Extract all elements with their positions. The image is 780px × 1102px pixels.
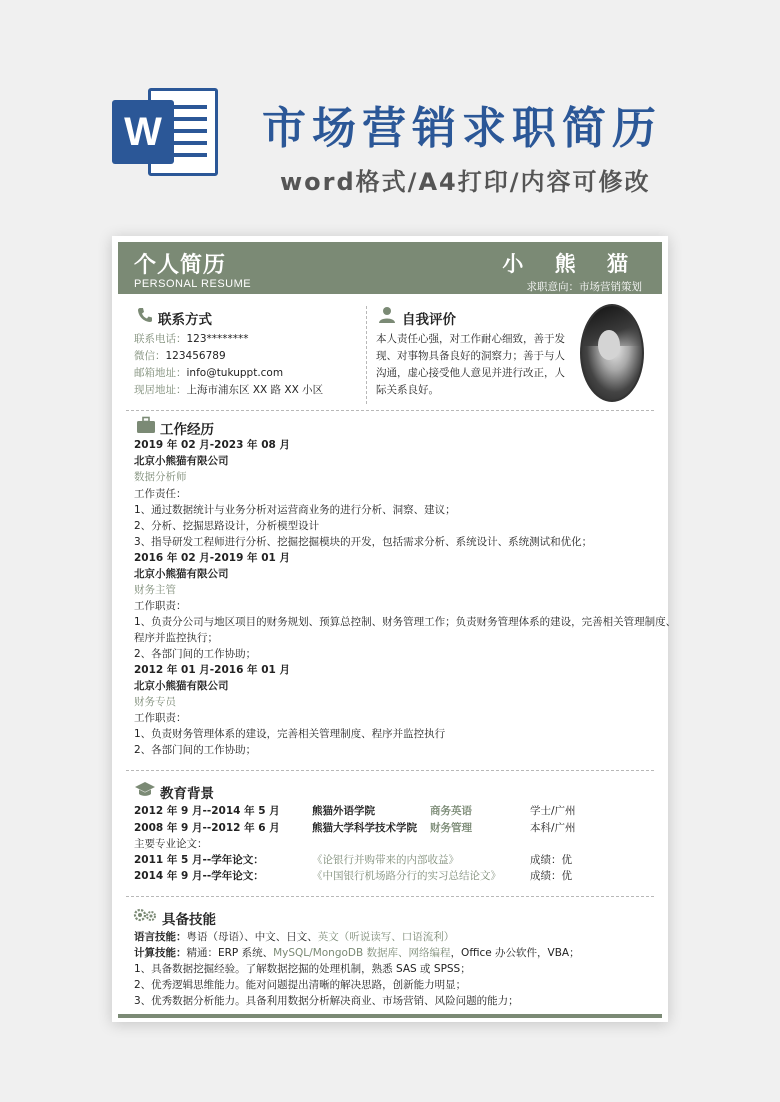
graduation-cap-icon	[134, 780, 156, 798]
contact-title: 联系方式	[158, 312, 212, 328]
resume-banner	[118, 242, 662, 294]
contact-row: 现居地址：上海市浦东区 XX 路 XX 小区	[134, 384, 324, 396]
resume-page	[112, 236, 677, 1022]
job-period: 2016 年 02 月-2019 年 01 月	[134, 552, 290, 564]
candidate-name: 小 熊 猫	[502, 252, 640, 276]
work-title: 工作经历	[160, 422, 214, 438]
thesis-title: 主要专业论文：	[134, 838, 208, 850]
word-letter: W	[112, 100, 174, 164]
thesis-name: 《论银行并购带来的内部收益》	[312, 854, 459, 866]
job-duty-title: 工作职责：	[134, 600, 187, 612]
edu-degree: 本科/广州	[530, 822, 576, 834]
edu-major: 商务英语	[430, 805, 472, 817]
edu-period: 2012 年 9 月--2014 年 5 月	[134, 805, 280, 817]
skills-title: 具备技能	[162, 912, 216, 928]
computer-skill: 计算技能：精通：ERP 系统、MySQL/MongoDB 数据库、网络编程，Office 办公软件，VBA；	[134, 947, 580, 959]
job-duty: 程序并监控执行；	[134, 632, 218, 644]
word-logo-icon	[112, 82, 222, 182]
self-eval-line: 现、对事物具备良好的洞察力；善于与人	[376, 350, 565, 362]
job-company: 北京小熊猫有限公司	[134, 455, 229, 467]
job-duty-title: 工作责任：	[134, 488, 187, 500]
job-company: 北京小熊猫有限公司	[134, 680, 229, 692]
skill-item: 3、优秀数据分析能力。具备利用数据分析解决商业、市场营销、风险问题的能力；	[134, 995, 519, 1007]
self-eval-title: 自我评价	[402, 312, 456, 328]
edu-school: 熊猫大学科学技术学院	[312, 822, 417, 834]
self-eval-line: 际关系良好。	[376, 384, 439, 396]
contact-row: 联系电话：123********	[134, 333, 249, 345]
job-duty: 2、分析、挖掘思路设计，分析模型设计	[134, 520, 320, 532]
job-position: 财务专员	[134, 696, 176, 708]
person-icon	[378, 306, 396, 324]
self-eval-line: 沟通，虚心接受他人意见并进行改正，人	[376, 367, 565, 379]
section-divider	[126, 410, 654, 411]
job-duty: 1、负责分公司与地区项目的财务规划、预算总控制、财务管理工作；负责财务管理体系的建设，完善相关管理制度、	[134, 616, 677, 628]
skill-item: 2、优秀逻辑思维能力。能对问题提出清晰的解决思路，创新能力明显；	[134, 979, 467, 991]
section-divider	[126, 896, 654, 897]
job-company: 北京小熊猫有限公司	[134, 568, 229, 580]
gears-icon	[132, 906, 158, 924]
thesis-period: 2011 年 5 月--学年论文：	[134, 854, 264, 866]
self-eval-line: 本人责任心强，对工作耐心细致，善于发	[376, 333, 565, 345]
job-duty: 3、指导研发工程师进行分析、挖掘挖掘模块的开发，包括需求分析、系统设计、系统测试和优化；	[134, 536, 593, 548]
contact-row: 邮箱地址：info@tukuppt.com	[134, 367, 284, 379]
education-title: 教育背景	[160, 786, 214, 802]
resume-title: 个人简历	[134, 253, 227, 278]
edu-period: 2008 年 9 月--2012 年 6 月	[134, 822, 280, 834]
language-skill: 语言技能：粤语（母语）、中文、日文、英文（听说读写、口语流利）	[134, 931, 455, 943]
edu-major: 财务管理	[430, 822, 472, 834]
job-period: 2019 年 02 月-2023 年 08 月	[134, 439, 290, 451]
resume-subtitle: PERSONAL RESUME	[134, 278, 252, 290]
thesis-score: 成绩：优	[530, 854, 572, 866]
thesis-name: 《中国银行机场路分行的实习总结论文》	[312, 870, 501, 882]
job-period: 2012 年 01 月-2016 年 01 月	[134, 664, 290, 676]
job-duty: 2、各部门间的工作协助；	[134, 744, 257, 756]
edu-degree: 学士/广州	[530, 805, 576, 817]
thesis-score: 成绩：优	[530, 870, 572, 882]
thesis-period: 2014 年 9 月--学年论文：	[134, 870, 264, 882]
job-position: 财务主管	[134, 584, 176, 596]
column-divider	[366, 306, 367, 404]
job-duty: 1、通过数据统计与业务分析对运营商业务的进行分析、洞察、建议；	[134, 504, 456, 516]
edu-school: 熊猫外语学院	[312, 805, 375, 817]
promo-title: 市场营销求职简历	[262, 103, 662, 154]
contact-row: 微信：123456789	[134, 350, 226, 362]
briefcase-icon	[136, 416, 156, 434]
phone-icon	[136, 306, 154, 324]
job-duty-title: 工作职责：	[134, 712, 187, 724]
skill-item: 1、具备数据挖掘经验。了解数据挖掘的处理机制，熟悉 SAS 或 SPSS；	[134, 963, 471, 975]
promo-subtitle: word格式/A4打印/内容可修改	[280, 168, 651, 196]
bottom-accent-bar	[118, 1014, 662, 1018]
section-divider	[126, 770, 654, 771]
job-duty: 2、各部门间的工作协助；	[134, 648, 257, 660]
job-duty: 1、负责财务管理体系的建设，完善相关管理制度、程序并监控执行	[134, 728, 446, 740]
job-position: 数据分析师	[134, 471, 187, 483]
profile-photo	[580, 304, 644, 402]
job-intent: 求职意向：市场营销策划	[526, 281, 642, 293]
